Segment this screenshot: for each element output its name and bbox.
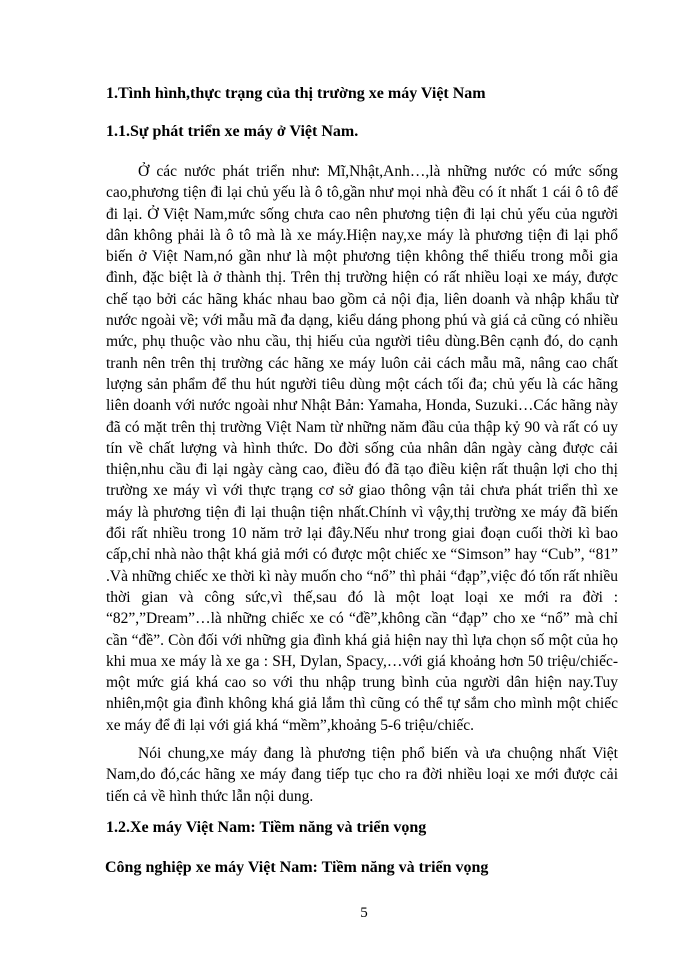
section-heading-1-1: 1.1.Sự phát triển xe máy ở Việt Nam.: [106, 123, 359, 140]
page-number: 5: [360, 905, 368, 921]
subtitle-heading: Công nghiệp xe máy Việt Nam: Tiềm năng và triển vọng: [105, 859, 489, 876]
body-paragraph-2: Nói chung,xe máy đang là phương tiện phổ biến và ưa chuộng nhất Việt Nam,do đó,các hãng xe máy đang tiếp tục cho ra đời nhiều loại xe mới được cải tiến cả về hình thức lẫn nội dung.: [106, 745, 618, 805]
section-heading-1: 1.Tình hình,thực trạng của thị trường xe máy Việt Nam: [106, 85, 486, 102]
body-paragraph-1: Ở các nước phát triển như: Mĩ,Nhật,Anh…,là những nước có mức sống cao,phương tiện đi lại chủ yếu là ô tô,gần như mọi nhà đều có ít nhất 1 cái ô tô để đi lại. Ở Việt Nam,mức sống chưa cao nên phương tiện đi lại chủ yếu của người dân không phải là ô tô mà là xe máy.Hiện nay,xe máy là phương tiện đi lại phổ biến ở Việt Nam,nó gần như là một phương tiện không thể thiếu trong mỗi gia đình, đặc biệt là ở thành thị. Trên thị trường hiện có rất nhiều loại xe máy, được chế tạo bởi các hãng khác nhau bao gồm cả nội địa, liên doanh và nhập khẩu từ nước ngoài về; với mẫu mã đa dạng, kiểu dáng phong phú và giá cả cũng có nhiều mức, phụ thuộc vào nhu cầu, thị hiếu của người tiêu dùng.Bên cạnh đó, do cạnh tranh nên trên thị trường các hãng xe máy luôn cải cách mẫu mã, nâng cao chất lượng sản phẩm để thu hút người tiêu dùng một cách tối đa; chủ yếu là các hãng liên doanh với nước ngoài như Nhật Bản: Yamaha, Honda, Suzuki…Các hãng này đã có mặt trên thị trường Việt Nam từ những năm đầu của thập kỷ 90 và rất có uy tín về chất lượng và hình thức. Do đời sống của nhân dân ngày càng được cải thiện,nhu cầu đi lại ngày càng cao, điều đó đã tạo điều kiện rất thuận lợi cho thị trường xe máy vì với thực trạng cơ sở giao thông vận tải chưa phát triển thì xe máy là phương tiện đi lại thuận tiện nhất.Chính vì vậy,thị trường xe máy đã biến đổi rất nhiều trong 10 năm trở lại đây.Nếu như trong giai đoạn cuối thời kì bao cấp,chỉ nhà nào thật khá giả mới có được một chiếc xe “Simson” hay “Cub”, “81” .Và những chiếc xe thời kì này muốn cho “nổ” thì phải “đạp”,việc đó tốn rất nhiều thời gian và công sức,vì thế,sau đó là một loạt loại xe mới ra đời : “82”,”Dream”…là những chiếc xe có “đề”,không cần “đạp” cho xe “nổ” mà chỉ cần “đề”. Còn đối với những gia đình khá giả hiện nay thì lựa chọn số một của họ khi mua xe máy là xe ga : SH, Dylan, Spacy,…với giá khoảng hơn 50 triệu/chiếc-một mức giá khá cao so với thu nhập trung bình của người dân hiện nay.Tuy nhiên,một gia đình không khá giả lắm thì cũng có thể tự sắm cho mình một chiếc xe máy để đi lại với giá khá “mềm”,khoảng 5-6 triệu/chiếc.: [106, 163, 618, 734]
section-heading-1-2: 1.2.Xe máy Việt Nam: Tiềm năng và triển vọng: [106, 819, 427, 836]
